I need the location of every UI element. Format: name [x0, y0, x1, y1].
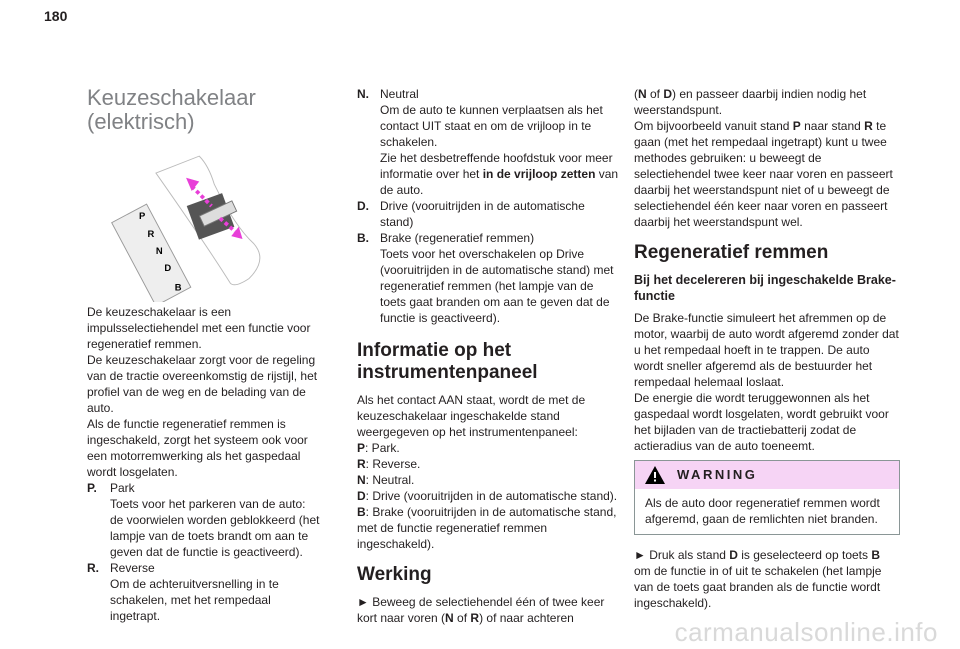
- warning-title: WARNING: [677, 467, 758, 482]
- text: is geselecteerd op toets: [737, 548, 872, 562]
- list-item-drive: [357, 198, 621, 230]
- item-key: P.: [87, 481, 97, 495]
- watermark: carmanualsonline.info: [674, 617, 938, 647]
- heading-info: Informatie op het instrumentenpaneel: [357, 340, 538, 383]
- bold-text: D: [729, 548, 738, 562]
- item-name: Drive (vooruitrijden in de automatische stand): [380, 199, 585, 229]
- text: Zie het desbetreffende hoofdstuk voor meer informatie over het: [380, 151, 613, 181]
- warning-triangle-icon: [645, 466, 665, 484]
- text: om de functie in of uit te schakelen (het lampje van de toets gaat branden als de functie wordt ingeschakeld).: [634, 564, 882, 610]
- heading-regen: Regeneratief remmen: [634, 242, 829, 263]
- bold-text: N: [638, 87, 647, 101]
- item-desc: Om de auto te kunnen verplaatsen als het contact UIT staat en om de vrijloop in te schakelen.: [380, 103, 603, 149]
- item-desc: Toets voor het overschakelen op Drive (vooruitrijden in de automatische stand) met regeneratief remmen (het lampje van de toets gaat branden om aan te geven dat de functie is geactiveerd).: [380, 247, 614, 325]
- bold-text: R: [864, 119, 873, 133]
- bold-text: N: [357, 473, 366, 487]
- regen-paragraph: De energie die wordt teruggewonnen als het gaspedaal wordt losgelaten, wordt gebruikt voor het bijladen van de tractiebatterij zodat de actieradius van de auto toeneemt.: [634, 391, 889, 453]
- column-2: [357, 86, 621, 626]
- text: naar stand: [800, 119, 865, 133]
- info-line: [357, 440, 621, 456]
- werking-paragraph: [357, 594, 621, 626]
- info-intro: Als het contact AAN staat, wordt de met de keuzeschakelaar ingeschakelde stand weergegeven op het instrumentenpaneel:: [357, 393, 586, 439]
- item-name: Brake (regeneratief remmen): [380, 231, 535, 245]
- figure-label-p: P: [139, 210, 146, 222]
- figure-label-n: N: [155, 245, 163, 256]
- page-title: Keuzeschakelaar (elektrisch): [87, 85, 256, 134]
- bold-text: D: [663, 87, 673, 101]
- text: ) of naar achteren: [479, 611, 574, 625]
- info-line: [357, 456, 621, 472]
- intro-paragraph: De keuzeschakelaar zorgt voor de regeling van de tractie overeenkomstig de rijstijl, het profiel van de weg en de belading van de auto.: [87, 353, 318, 415]
- intro-paragraph: Als de functie regeneratief remmen is ingeschakeld, zorgt het systeem ook voor een motorremwerking als het gaspedaal wordt losgelaten.: [87, 417, 308, 479]
- info-line: [357, 472, 621, 488]
- figure-label-b: B: [174, 281, 182, 293]
- text: : Drive (vooruitrijden in de automatische stand).: [365, 489, 618, 503]
- warning-header: [635, 461, 899, 489]
- item-name: Reverse: [110, 561, 155, 575]
- list-item-neutral: [357, 86, 621, 198]
- text: of: [453, 611, 471, 625]
- text: : Park.: [365, 441, 400, 455]
- item-key: D.: [357, 199, 369, 213]
- text: ) en passeer daarbij indien nodig het weerstandspunt.: [634, 87, 867, 117]
- warning-box: [634, 460, 900, 535]
- item-desc: Toets voor het parkeren van de auto: de voorwielen worden geblokkeerd (het lampje van de toets brandt om aan te geven dat de functie is geactiveerd).: [110, 497, 320, 559]
- list-item-reverse: [87, 560, 321, 624]
- text: : Neutral.: [365, 473, 415, 487]
- bold-text: B: [871, 548, 881, 562]
- bold-text: D: [357, 489, 366, 503]
- warning-text: Als de auto door regeneratief remmen wordt afgeremd, gaan de remlichten niet branden.: [645, 496, 880, 526]
- item-key: B.: [357, 231, 369, 245]
- example-paragraph: [634, 118, 900, 230]
- figure-label-r: R: [147, 228, 155, 240]
- figure-label-d: D: [164, 261, 172, 273]
- item-key: R.: [87, 561, 99, 575]
- item-name: Park: [110, 481, 135, 495]
- item-key: N.: [357, 87, 369, 101]
- heading-werking: Werking: [357, 564, 432, 585]
- text: ► Druk als stand: [634, 548, 730, 562]
- text: of: [646, 87, 664, 101]
- bold-text: R: [357, 457, 366, 471]
- text: ► Beweeg de selectiehendel één of twee keer kort naar voren (: [357, 595, 605, 625]
- bold-text: P: [357, 441, 366, 455]
- info-line: [357, 504, 621, 552]
- list-item-brake: [357, 230, 621, 326]
- bold-text: R: [470, 611, 480, 625]
- bold-text: in de vrijloop zetten: [482, 167, 596, 181]
- werking-continued: [634, 86, 900, 118]
- text: (: [634, 87, 638, 101]
- info-line: [357, 488, 621, 504]
- bold-text: B: [357, 505, 366, 519]
- text: Om bijvoorbeeld vanuit stand: [634, 119, 793, 133]
- text: : Reverse.: [365, 457, 421, 471]
- regen-paragraph: De Brake-functie simuleert het afremmen op de motor, waarbij de auto wordt afgeremd zonder dat u het rempedaal hoeft in te trappen. De auto wordt sneller afgeremd als de bestuurder het rempedaal helemaal loslaat.: [634, 311, 899, 389]
- item-desc: [380, 150, 621, 198]
- bold-text: N: [445, 611, 454, 625]
- item-desc: Om de achteruitversnelling in te schakelen, met het rempedaal ingetrapt.: [110, 577, 279, 623]
- text: te gaan (met het rempedaal ingetrapt) kunt u twee methodes gebruiken: u beweegt de selectiehendel twee keer naar voren en passeert daarbij het weerstandspunt niet of u beweegt de selectiehendel één keer naar voren en passeert daarbij het weerstandspunt wel.: [634, 119, 893, 229]
- text: van de auto.: [380, 167, 619, 197]
- gear-selector-illustration: [87, 142, 319, 302]
- column-3: [634, 86, 900, 611]
- text: : Brake (vooruitrijden in de automatische stand, met de functie regeneratief remmen ingeschakeld).: [357, 505, 617, 551]
- item-name: Neutral: [380, 87, 419, 101]
- subheading: Bij het decelereren bij ingeschakelde Brake-functie: [634, 273, 896, 303]
- final-paragraph: [634, 547, 900, 611]
- column-1: [87, 86, 321, 624]
- list-item-park: [87, 480, 321, 560]
- intro-paragraph: De keuzeschakelaar is een impulsselectiehendel met een functie voor regeneratief remmen.: [87, 305, 311, 351]
- bold-text: P: [792, 119, 801, 133]
- page-number: 180: [44, 8, 68, 24]
